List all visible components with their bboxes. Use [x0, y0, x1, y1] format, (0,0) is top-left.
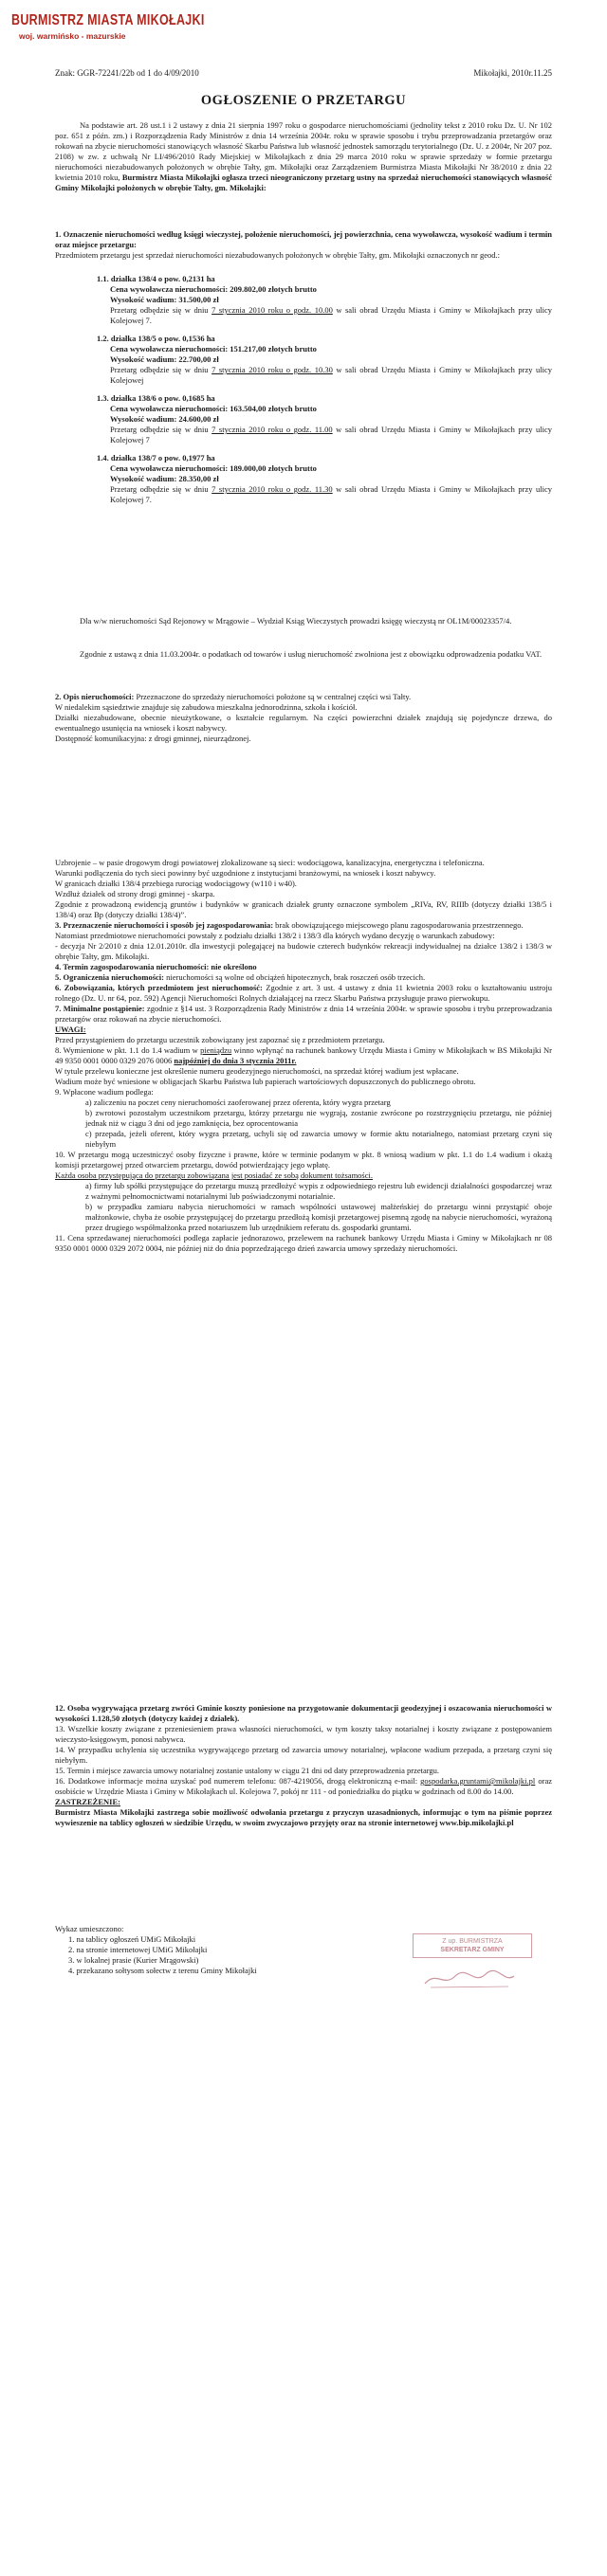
lot-deposit: Wysokość wadium: 24.600,00 zł: [110, 414, 219, 424]
lot-date: Przetarg odbędzie się w dniu 7 stycznia 2010 roku o godz. 11.00 w sali obrad Urzędu Miasta i Gminy w Mikołajkach przy ulicy Kolejowej 7: [110, 425, 552, 444]
letterhead-subtitle: woj. warmińsko - mazurskie: [19, 31, 126, 41]
section-1-heading: 1. Oznaczenie nieruchomości według księgi wieczystej, położenie nieruchomości, jej powierzchnia, cena wywoławcza, wysokość wadium i termin oraz miejsce przetargu:: [55, 229, 552, 249]
distribution-item: 1. na tablicy ogłoszeń UMiG Mikołajki: [68, 1934, 196, 1944]
reservation-heading: ZASTRZEŻENIE:: [55, 1797, 120, 1806]
distribution-heading: Wykaz umieszczono:: [55, 1924, 124, 1933]
section-15: 15. Termin i miejsce zawarcia umowy notarialnej zostanie ustalony w ciągu 21 dni od daty przeprowadzenia przetargu.: [55, 1766, 440, 1775]
section-3-text: brak obowiązującego miejscowego planu zagospodarowania przestrzennego.: [273, 920, 524, 930]
section-14: 14. W przypadku uchylenia się uczestnika wygrywającego przetarg od zawarcia umowy notarialnej, wpłacone wadium przepada, a przetarg czyni się niebyłym.: [55, 1745, 552, 1765]
section-4: 4. Termin zagospodarowania nieruchomości: nie określono: [55, 962, 257, 971]
section-1-text: Przedmiotem przetargu jest sprzedaż nieruchomości niezabudowanych położonych w obrębie Tałty, gm. Mikołajki oznaczonych nr geod.:: [55, 250, 500, 260]
intro-bold-text: Burmistrz Miasta Mikołajki ogłasza trzeci nieograniczony przetarg ustny na sprzedaż nieruchomości stanowiących własność Gminy Mikołajki położonych w obrębie Tałty, gm. Mikołajki:: [55, 172, 552, 192]
intro-text: Na podstawie art. 28 ust.1 i 2 ustawy z dnia 21 sierpnia 1997 roku o gospodarce nieruchomościami (jednolity tekst z 2010 roku Dz. U. Nr 102 poz. 651 z późn. zm.) i Rozporządzenia Rady Ministrów z dnia 14 września 2004r. roku w sprawie sposobu i trybu przeprowadzania przetargów oraz rokowań na zbycie nieruchomości stanowiących własność Skarbu Państwa lub własność jednostek samorządu terytorialnego (Dz. U. z 2004r, Nr 207 poz. 2108) w zw. z uchwałą Nr LI/496/2010 Rady Miejskiej w Mikołajkach z dnia 29 marca 2010 roku w sprawie sprzedaży w formie przetargu nieruchomości niezabudowanych położonych w obrębie Tałty, gm. Mikołajki oraz Zarządzeniem Burmistrza Miasta Mikołajki Nr 38/2010 z dnia 22 kwietnia 2010 roku,: [55, 120, 552, 182]
lot-item: [97, 274, 552, 326]
lot-heading: 1.1. działka 138/4 o pow. 0,2131 ha: [97, 274, 215, 283]
section-2-neighbourhood: W niedalekim sąsiedztwie znajduje się zabudowa mieszkalna jednorodzinna, szkoła i kościół.: [55, 702, 358, 712]
page-3: [0, 1682, 607, 2576]
distribution-item: 4. przekazano sołtysom sołectw z terenu Gminy Mikołajki: [68, 1966, 257, 1975]
section-6-heading: 6. Zobowiązania, których przedmiotem jest nieruchomość:: [55, 983, 263, 992]
official-stamp: [413, 1933, 532, 1958]
division-text: Natomiast przedmiotowe nieruchomości powstały z podziału działki 138/2 i 138/3 dla których wydano decyzję o warunkach zabudowy:: [55, 931, 495, 940]
section-8: 8. Wymienione w pkt. 1.1 do 1.4 wadium w pieniądzu winno wpłynąć na rachunek bankowy Urzędu Miasta i Gminy w Mikołajkach w BS Mikołajki Nr 49 9350 0001 0000 0329 2076 0006 najpóźniej do dnia 3 stycznia 2011r.: [55, 1045, 552, 1065]
section-5-text: nieruchomości są wolne od obciążeń hipotecznych, brak roszczeń osób trzecich.: [163, 972, 426, 982]
section-10: 10. W przetargu mogą uczestniczyć osoby fizyczne i prawne, które w terminie podanym w pkt. 8 wniosą wadium w pkt. 1.1 do 1.4 wadium i okażą komisji przetargowej przed otwarciem przetargu, dowód potwierdzający jego wpłatę.: [55, 1150, 552, 1170]
connections-text: Warunki podłączenia do tych sieci powinny być uzgodnione z instytucjami branżowymi, na wniosek i koszt nabywcy.: [55, 868, 436, 878]
lot-heading: 1.2. działka 138/5 o pow. 0,1536 ha: [97, 334, 215, 343]
section-7-text: zgodnie z §14 ust. 3 Rozporządzenia Rady Ministrów z dnia 14 września 2004r. w sprawie sposobu i trybu przeprowadzania przetargów oraz rokowań na zbycie nieruchomości.: [55, 1004, 552, 1024]
land-classes-text: Zgodnie z prowadzoną ewidencją gruntów i budynków w granicach działek grunty oznaczone symbolem „RIVa, RV, RIIIb (dotyczy działki 138/5 i 138/4) oraz Bp (dotyczy działki 138/4)”.: [55, 899, 552, 919]
section-9c: c) przepada, jeżeli oferent, który wygra przetarg, uchyli się od zawarcia umowy w formie aktu notarialnego, natomiast przetarg czyni się niebyłym: [85, 1129, 552, 1149]
section-9a: a) zaliczeniu na poczet ceny nieruchomości zaoferowanej przez oferenta, który wygra przetarg: [85, 1098, 391, 1107]
stamp-line-1: Z up. BURMISTRZA: [442, 1938, 503, 1945]
page-2-body: [55, 858, 552, 1254]
section-2-text: Przeznaczone do sprzedaży nieruchomości położone są w centralnej części wsi Tałty.: [134, 692, 412, 701]
lot-price: Cena wywoławcza nieruchomości: 189.000,00 złotych brutto: [110, 463, 317, 473]
land-registry-note: Dla w/w nieruchomości Sąd Rejonowy w Mrągowie – Wydział Ksiąg Wieczystych prowadzi księgę wieczystą nr OL1M/00023357/4.: [80, 616, 512, 626]
remarks-text: Przed przystąpieniem do przetargu uczestnik zobowiązany jest zapoznać się z przedmiotem przetargu.: [55, 1035, 385, 1044]
signature-mark: [417, 1967, 522, 1993]
lot-price: Cena wywoławcza nieruchomości: 209.802,00 złotych brutto: [110, 284, 317, 294]
lot-date: Przetarg odbędzie się w dniu 7 stycznia 2010 roku o godz. 10.00 w sali obrad Urzędu Miasta i Gminy w Mikołajkach przy ulicy Kolejowej 7.: [110, 305, 553, 325]
page-gap: [0, 1673, 607, 1682]
page-3-body: [55, 1703, 552, 1828]
remarks-heading: UWAGI:: [55, 1025, 86, 1034]
lot-price: Cena wywoławcza nieruchomości: 151.217,00 złotych brutto: [110, 344, 317, 354]
stamp-line-2: SEKRETARZ GMINY: [440, 1947, 505, 1953]
lot-date: Przetarg odbędzie się w dniu 7 stycznia 2010 roku o godz. 10.30 w sali obrad Urzędu Miasta i Gminy w Mikołajkach przy ulicy Kolejowej: [110, 365, 553, 385]
pipeline-text: W granicach działki 138/4 przebiega rurociąg wodociągowy (w110 i w40).: [55, 879, 297, 888]
decision-text: - decyzja Nr 2/2010 z dnia 12.01.2010r. dla inwestycji polegającej na budowie czterech budynków rekreacji indywidualnej na działce 138/2 i 138/3 w obrębie Tałty, gm. Mikołajki.: [55, 941, 552, 961]
lot-deposit: Wysokość wadium: 31.500,00 zł: [110, 295, 219, 304]
lot-item: [97, 334, 552, 386]
section-10b: b) w przypadku zamiaru nabycia nieruchomości w ramach wspólności ustawowej małżeńskiej do przetargu winni przystąpić oboje małżonkowie, chyba że osobie przystępującej do przetargu przedłożą komisji przetargowej pisemną zgodę na nabycie nieruchomości, wyrażoną przez drugiego współmałżonka przed notariuszem lub urzędnikiem referatu ds. gospodarki gruntami.: [85, 1202, 552, 1232]
section-10a: a) firmy lub spółki przystępujące do przetargu muszą przedłożyć wypis z odpowiedniego rejestru lub ewidencji działalności gospodarczej wraz z ważnymi pełnomocnictwami notarialnymi lub poświadczonymi notarialnie.: [85, 1181, 552, 1201]
bonds-text: Wadium może być wniesione w obligacjach Skarbu Państwa lub papierach wartościowych dopuszczonych do publicznego obrotu.: [55, 1077, 476, 1086]
section-9: 9. Wpłacone wadium podlega:: [55, 1087, 154, 1097]
place-date: Mikołajki, 2010r.11.25: [473, 68, 552, 78]
section-2: [55, 692, 552, 744]
reservation-text: Burmistrz Miasta Mikołajki zastrzega sobie możliwość odwołania przetargu z przyczyn uzasadnionych, informując o tym na piśmie poprzez wywieszenie na tablicy ogłoszeń w siedzibie Urzędu, w swoim zwyczajowo przyjęty oraz na stronie internetowej www.bip.mikolajki.pl: [55, 1807, 552, 1827]
document-title: OGŁOSZENIE O PRZETARGU: [200, 93, 407, 108]
intro-paragraph: [55, 120, 552, 193]
section-12: 12. Osoba wygrywająca przetarg zwróci Gminie koszty poniesione na przygotowanie dokumentacji geodezyjnej i oszacowania nieruchomości w wysokości 1.128,50 złotych (dotyczy każdej z działek).: [55, 1703, 552, 1723]
section-5-heading: 5. Ograniczenia nieruchomości:: [55, 972, 164, 982]
section-9b: b) zwrotowi pozostałym uczestnikom przetargu, którzy przetargu nie wygrają, zostanie zwrócone po rozstrzygnięciu przetargu, nie później jednak niż w ciągu 3 dni od jego zamknięcia, bez oprocentowania: [85, 1108, 552, 1128]
section-2-access: Dostępność komunikacyjna: z drogi gminnej, nieurządzonej.: [55, 734, 251, 743]
section-16: 16. Dodatkowe informacje można uzyskać pod numerem telefonu: 087-4219056, drogą elektroniczną e-mail: gospodarka.gruntami@mikolajki.pl oraz osobiście w Urzędzie Miasta i Gminy w Mikołajkach ul. Kolejowa 7, pokój nr 111 - od poniedziałku do piątku w godzinach od 8.00 do 14.00.: [55, 1776, 552, 1796]
lot-deposit: Wysokość wadium: 22.700,00 zł: [110, 354, 219, 364]
page-2: [0, 839, 607, 1673]
lot-heading: 1.4. działka 138/7 o pow. 0,1977 ha: [97, 453, 215, 463]
lot-date: Przetarg odbędzie się w dniu 7 stycznia 2010 roku o godz. 11.30 w sali obrad Urzędu Miasta i Gminy w Mikołajkach przy ulicy Kolejowej 7.: [110, 484, 552, 504]
section-2-heading: 2. Opis nieruchomości:: [55, 692, 135, 701]
slope-text: Wzdłuż działek od strony drogi gminnej - skarpa.: [55, 889, 215, 898]
section-7-heading: 7. Minimalne postąpienie:: [55, 1004, 145, 1013]
page-1: [0, 0, 607, 829]
page-gap: [0, 829, 607, 839]
lot-heading: 1.3. działka 138/6 o pow. 0,1685 ha: [97, 393, 215, 403]
section-11: 11. Cena sprzedawanej nieruchomości podlega zapłacie jednorazowo, przelewem na rachunek bankowy Urzędu Miasta i Gminy w Mikołajkach nr 08 9350 0001 0000 0329 2072 0004, nie później niż do dnia poprzedzającego dzień zawarcia umowy sprzedaży nieruchomości.: [55, 1233, 552, 1253]
distribution-item: 3. w lokalnej prasie (Kurier Mrągowski): [68, 1955, 199, 1965]
reference-line: [55, 68, 552, 79]
lot-price: Cena wywoławcza nieruchomości: 163.504,00 złotych brutto: [110, 404, 317, 413]
reference-number: Znak: GGR-72241/22b od 1 do 4/09/2010: [55, 68, 199, 78]
signature-icon: [417, 1967, 522, 1991]
transfer-title-text: W tytule przelewu konieczne jest określenie numeru geodezyjnego nieruchomości, na sprzedaż której wadium jest wpłacane.: [55, 1066, 459, 1076]
section-3-heading: 3. Przeznaczenie nieruchomości i sposób jej zagospodarowania:: [55, 920, 274, 930]
lots-list: [55, 274, 552, 513]
contact-email-link[interactable]: gospodarka.gruntami@mikolajki.pl: [420, 1776, 536, 1786]
utilities-text: Uzbrojenie – w pasie drogowym drogi powiatowej zlokalizowane są sieci: wodociągowa, kanalizacyjna, energetyczna i telefoniczna.: [55, 858, 485, 867]
section-2-plots: Działki niezabudowane, obecnie nieużytkowane, o kształcie regularnym. Na części powierzchni działek znajdują się pojedyncze drzewa, do ewentualnego usunięcia na wniosek i koszt nabywcy.: [55, 713, 552, 733]
section-6-text: Zgodnie z art. 3 ust. 4 ustawy z dnia 11 kwietnia 2003 roku o kształtowaniu ustroju rolnego (Dz. U. nr 64, poz. 592) Agencji Nieruchomości Rolnych działającej na rzecz Skarbu Państwa przysługuje prawo pierwokupu.: [55, 983, 552, 1003]
lot-deposit: Wysokość wadium: 28.350,00 zł: [110, 474, 219, 483]
letterhead-title: BURMISTRZ MIASTA MIKOŁAJKI: [11, 11, 205, 28]
section-13: 13. Wszelkie koszty związane z przeniesieniem prawa własności nieruchomości, w tym koszty taksy notarialnej i koszty związane z postępowaniem wieczysto-księgowym, ponosi nabywca.: [55, 1724, 552, 1744]
lot-item: [97, 393, 552, 445]
vat-note: Zgodnie z ustawą z dnia 11.03.2004r. o podatkach od towarów i usług nieruchomość zwolniona jest z obowiązku odprowadzenia podatku VAT.: [80, 649, 543, 659]
lot-item: [97, 453, 552, 505]
identity-document-text: Każda osoba przystępująca do przetargu zobowiązana jest posiadać ze sobą dokument tożsamości.: [55, 1170, 373, 1180]
distribution-item: 2. na stronie internetowej UMiG Mikołajki: [68, 1945, 208, 1954]
